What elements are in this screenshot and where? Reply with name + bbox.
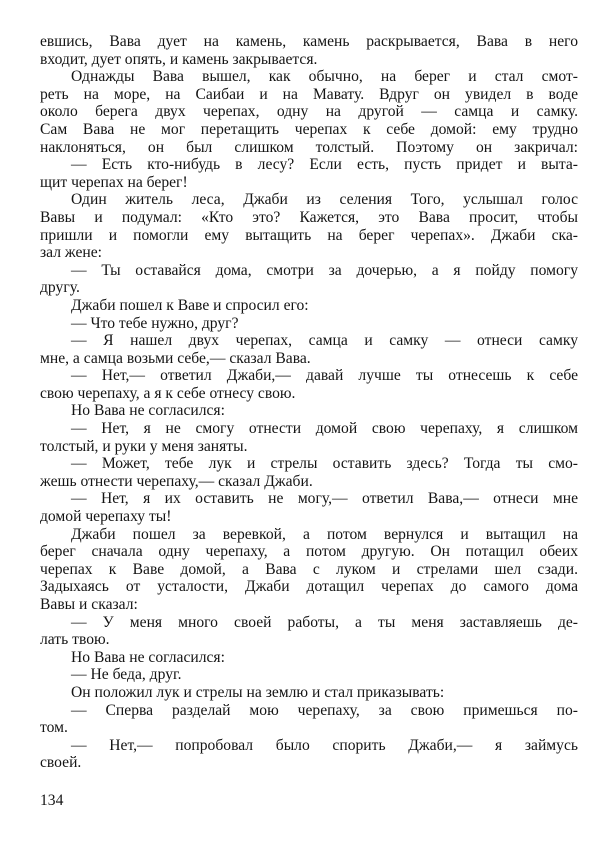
text-line: — Не беда, друг.: [71, 666, 182, 684]
text-line: домой черепаху ты!: [40, 508, 172, 526]
text-line: щит черепах на берег!: [40, 173, 188, 191]
text-line: Джаби пошел за веревкой, а потом вернулся и вытащил на: [71, 525, 578, 543]
text-line: пришли и помогли ему вытащить на берег черепах». Джаби ска-: [40, 226, 578, 244]
text-line: Вавы и сказал:: [40, 596, 138, 613]
text-line: Однажды Вава вышел, как обычно, на берег и стал смот-: [71, 68, 578, 86]
text-line: Он положил лук и стрелы на землю и стал приказывать:: [71, 683, 445, 701]
page-body-text: [40, 33, 578, 772]
text-line: мне, а самца возьми себе,— сказал Вава.: [40, 349, 311, 367]
text-line: — У меня много своей работы, а ты меня заставляешь де-: [71, 613, 578, 631]
text-line: — Есть кто-нибудь в лесу? Если есть, пусть придет и выта-: [71, 156, 578, 174]
text-line: Джаби пошел к Ваве и спросил его:: [71, 296, 309, 314]
text-line: около берега двух черепах, одну на другой — самца и самку.: [40, 103, 578, 121]
text-line: том.: [40, 719, 68, 737]
text-line: входит, дует опять, и камень закрывается.: [40, 50, 318, 68]
text-line: жешь отнести черепаху,— сказал Джаби.: [40, 472, 313, 490]
text-line: — Нет,— ответил Джаби,— давай лучше ты отнесешь к себе: [71, 367, 578, 385]
text-line: Сам Вава не мог перетащить черепах к себе домой: ему трудно: [40, 120, 578, 138]
text-line: лать твою.: [40, 631, 110, 649]
page-number: 134: [40, 792, 64, 809]
text-line: Но Вава не согласился:: [71, 402, 225, 420]
text-line: Задыхаясь от усталости, Джаби дотащил черепах до самого дома: [40, 578, 578, 596]
text-line: евшись, Вава дует на камень, камень раскрывается, Вава в него: [40, 33, 578, 50]
text-line: — Может, тебе лук и стрелы оставить здесь? Тогда ты смо-: [71, 455, 578, 473]
text-line: — Нет,— попробовал было спорить Джаби,— я займусь: [71, 736, 578, 754]
text-line: Вавы и подумал: «Кто это? Кажется, это Вава просит, чтобы: [40, 208, 578, 226]
text-line: — Я нашел двух черепах, самца и самку — отнеси самку: [71, 332, 578, 350]
text-line: — Ты оставайся дома, смотри за дочерью, а я пойду помогу: [71, 261, 578, 279]
text-line: наклоняться, он был слишком толстый. Поэтому он закричал:: [40, 138, 578, 156]
text-line: черепах к Ваве домой, а Вава с луком и стрелами шел сзади.: [40, 560, 578, 578]
text-line: — Нет, я не смогу отнести домой свою черепаху, я слишком: [71, 420, 578, 438]
text-line: другу.: [40, 279, 80, 297]
text-line: берег сначала одну черепаху, а потом другую. Он потащил обеих: [40, 543, 578, 561]
text-line: свою черепаху, а я к себе отнесу свою.: [40, 384, 296, 402]
text-line: — Сперва разделай мою черепаху, за свою примешься по-: [71, 701, 578, 719]
text-line: Но Вава не согласился:: [71, 648, 225, 666]
text-line: зал жене:: [40, 244, 102, 262]
text-line: — Что тебе нужно, друг?: [71, 314, 239, 332]
text-line: — Нет, я их оставить не могу,— ответил Вава,— отнеси мне: [71, 490, 578, 508]
text-line: своей.: [40, 754, 82, 772]
text-line: Один житель леса, Джаби из селения Того, услышал голос: [71, 191, 578, 209]
text-line: реть на море, на Саибаи и на Мавату. Вдруг он увидел в воде: [40, 85, 578, 103]
text-line: толстый, и руки у меня заняты.: [40, 437, 248, 455]
